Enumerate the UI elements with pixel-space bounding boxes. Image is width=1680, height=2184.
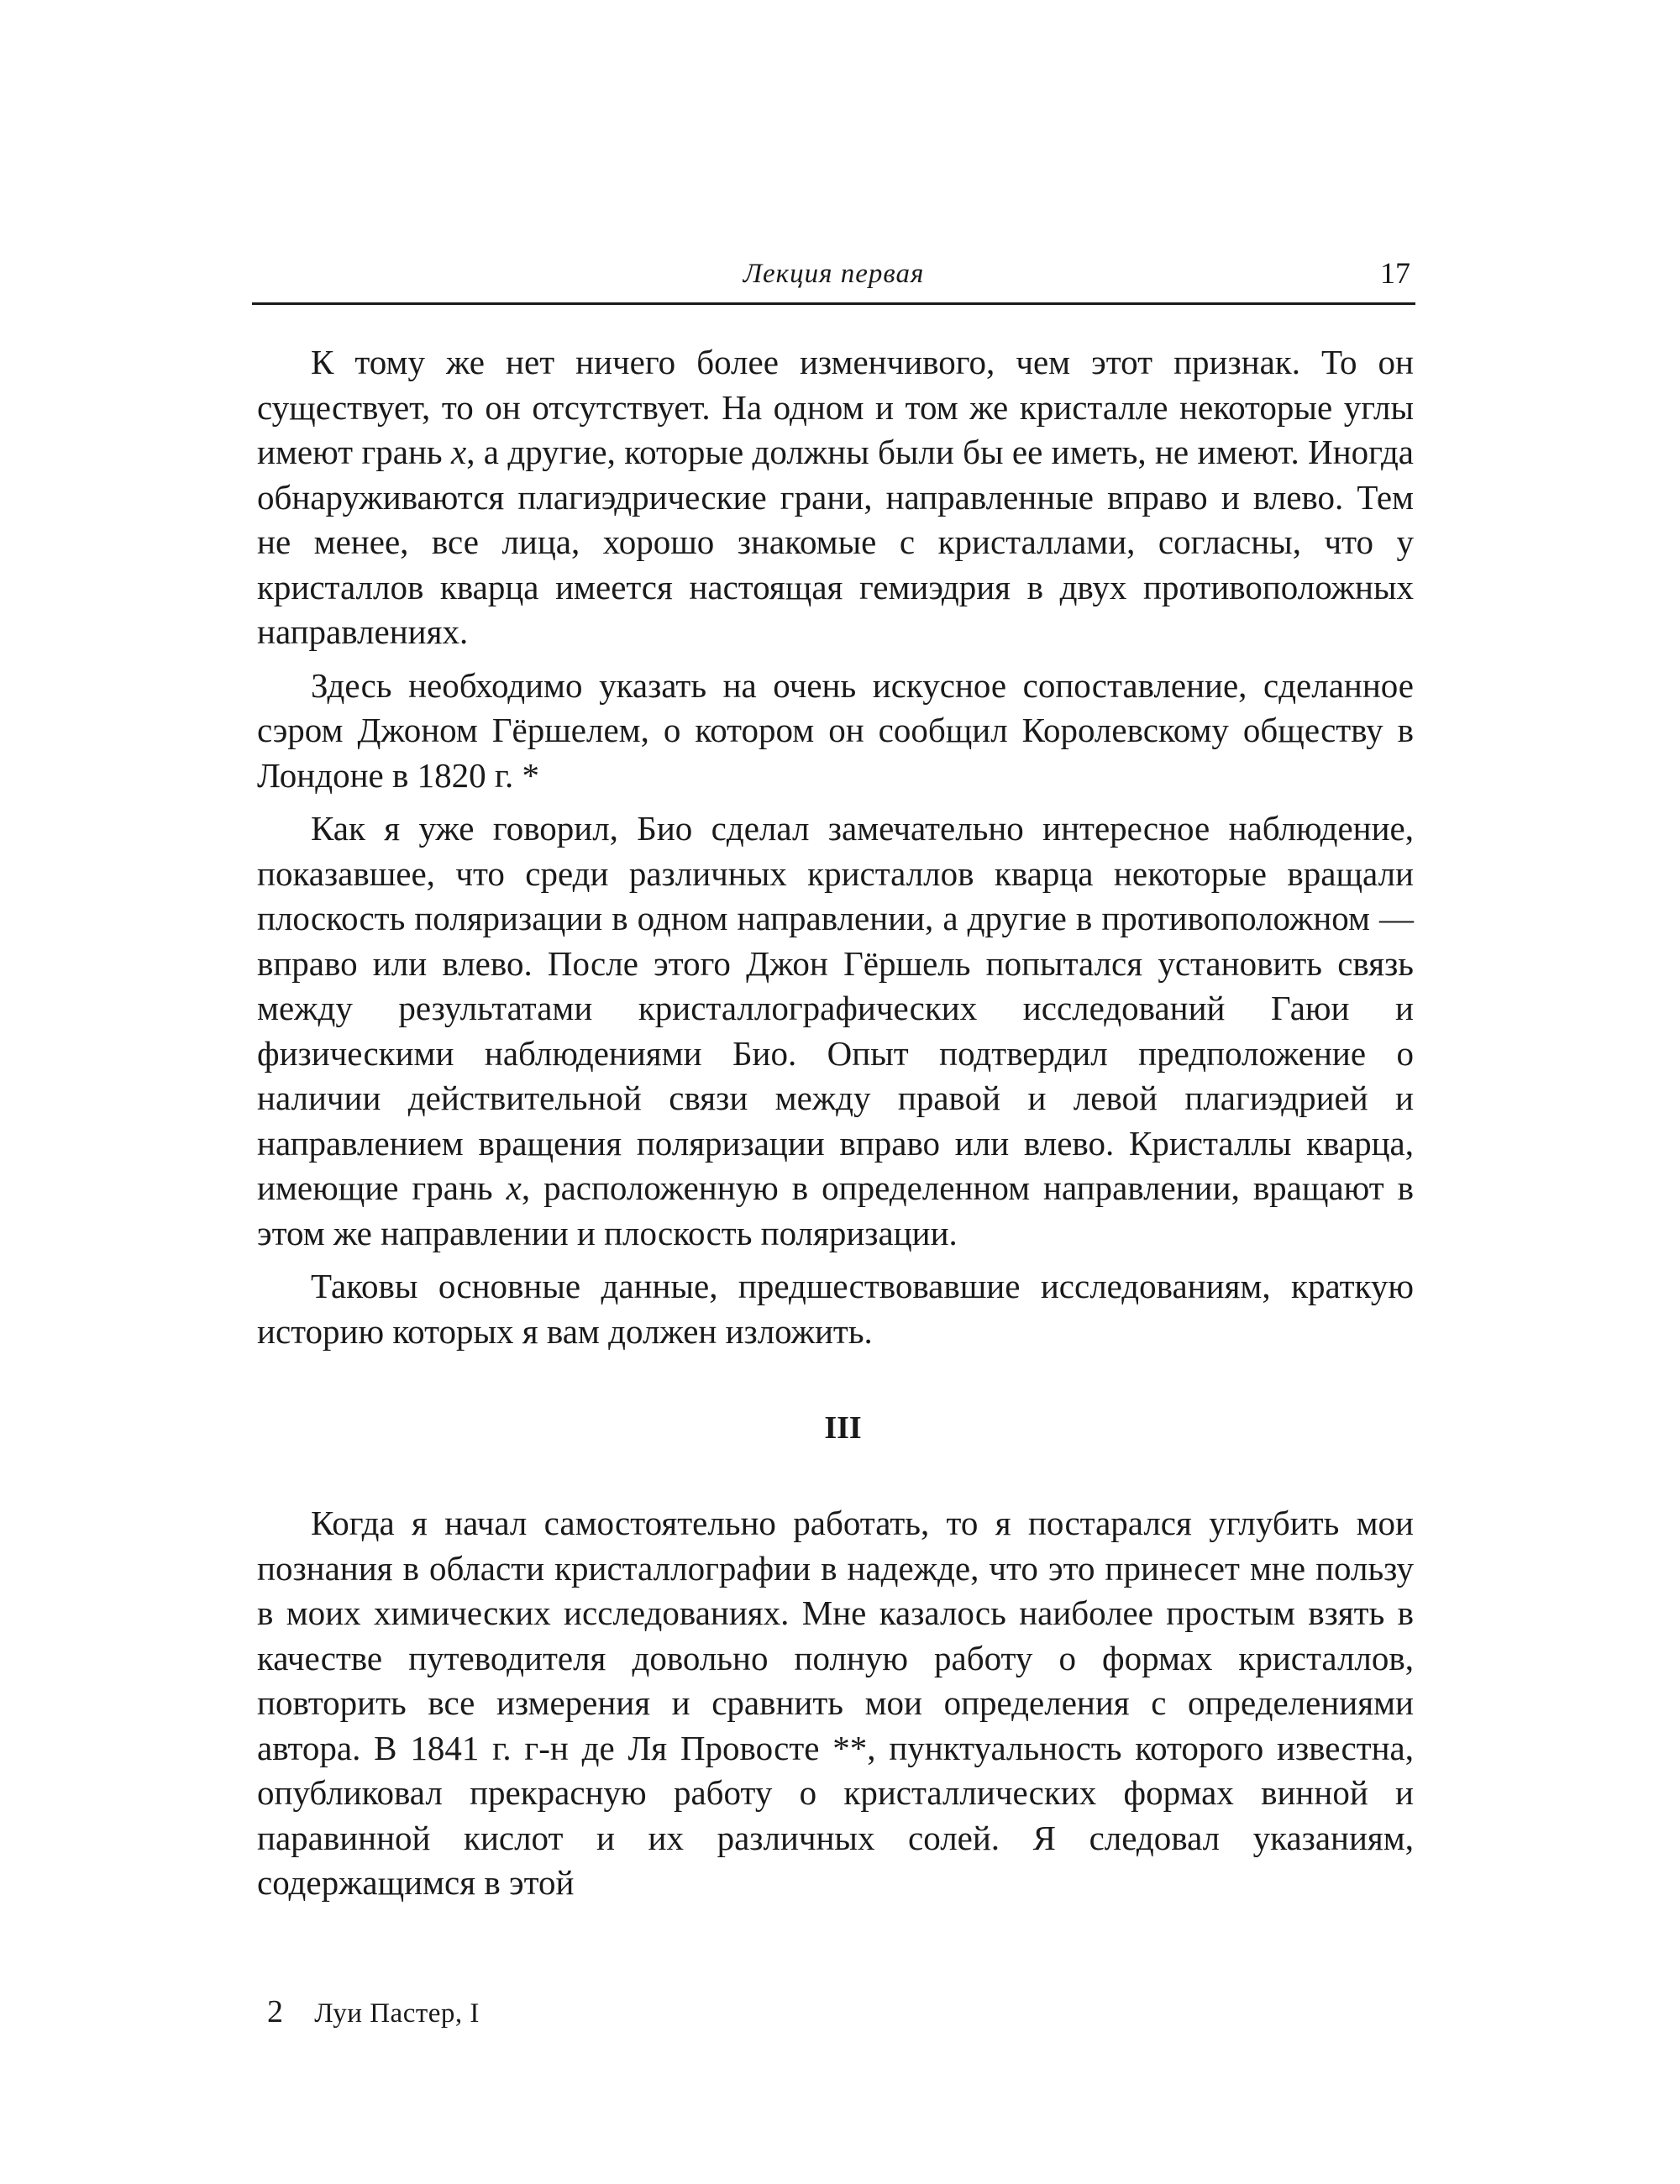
- variable-x: x: [506, 1168, 522, 1207]
- page-body: [257, 340, 1414, 1906]
- signature-number: 2: [267, 1994, 284, 2029]
- variable-x: x: [450, 433, 467, 471]
- section-paragraph-1: Когда я начал самостоятельно работать, то я постарался углубить мои познания в области кристаллографии в надежде, что это принесет мне пользу в моих химических исследованиях. Мне казалось наиболее простым взять в качестве путеводителя довольно полную работу о формах кристаллов, повторить все измерения и сравнить мои определения с определениями автора. В 1841 г. г-н де Ля Провосте **, пунктуальность которого известна, опубликовал прекрасную работу о кристаллических формах винной и паравинной кислот и их различных солей. Я следовал указаниям, содержащимся в этой: [257, 1504, 1414, 1902]
- running-head: Лекция первая: [743, 259, 925, 289]
- paragraph-4: Таковы основные данные, предшествовавшие исследованиям, краткую историю которых я вам должен изложить.: [257, 1267, 1414, 1351]
- paragraph-1: К тому же нет ничего более изменчивого, чем этот признак. То он существует, то он отсутствует. На одном и том же кристалле некоторые углы имеют грань x, а другие, которые должны были бы ее иметь, не имеют. Иногда обнаруживаются плагиэдрические грани, направленные вправо и влево. Тем не менее, все лица, хорошо знакомые с кристаллами, согласны, что у кристаллов кварца имеется настоящая гемиэдрия в двух противоположных направлениях.: [257, 343, 1414, 651]
- printer-signature: [267, 1993, 480, 2030]
- page-header: [252, 252, 1415, 305]
- section-title: III: [824, 1410, 862, 1446]
- page-number: 17: [1380, 256, 1410, 290]
- paragraph-3: Как я уже говорил, Био сделал замечательно интересное наблюдение, показавшее, что среди различных кристаллов кварца некоторые вращали плоскость поляризации в одном направлении, а другие в противоположном — вправо или влево. После этого Джон Гёршель попытался установить связь между результатами кристаллографических исследований Гаюи и физическими наблюдениями Био. Опыт подтвердил предположение о наличии действительной связи между правой и левой плагиэдрией и направлением вращения поляризации вправо или влево. Кристаллы кварца, имеющие грань x, расположенную в определенном направлении, вращают в этом же направлении и плоскость поляризации.: [257, 809, 1415, 1252]
- signature-text: Луи Пастер, I: [314, 1998, 480, 2029]
- paragraph-2: Здесь необходимо указать на очень искусное сопоставление, сделанное сэром Джоном Гёршелем, о котором он сообщил Королевскому обществу в Лондоне в 1820 г. *: [257, 665, 1414, 795]
